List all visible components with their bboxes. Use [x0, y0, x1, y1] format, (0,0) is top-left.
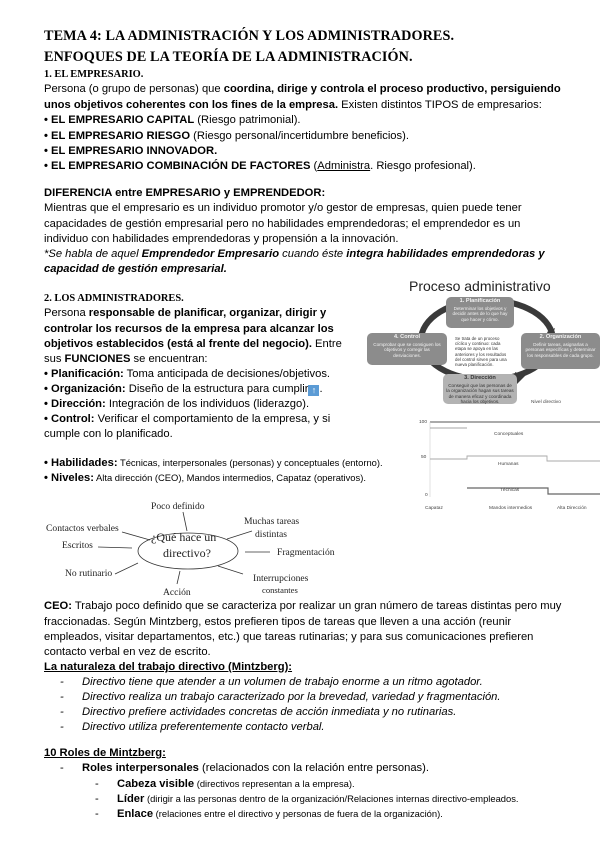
text: Entre: [311, 338, 342, 350]
series-label-conceptuales: Conceptuales: [494, 432, 524, 437]
mindmap-center-line-2: directivo?: [163, 546, 211, 560]
mindmap-node: constantes: [262, 585, 298, 595]
function-name: • Planificación:: [44, 368, 124, 380]
mindmap-node: Poco definido: [151, 501, 205, 512]
ceo-label: CEO:: [44, 600, 72, 612]
dash-bullet: -: [60, 721, 64, 733]
function-name: • Control:: [44, 413, 95, 425]
ceo-line: empleados, visitar departamentos, etc.) que tareas rutinarias; y para sus comunicaciones prefieren: [44, 631, 534, 643]
difference-line: individuo con habilidades emprendedoras y propensión a la innovación.: [44, 233, 399, 245]
function-item: [44, 397, 309, 413]
process-step-control: [367, 333, 447, 365]
role-desc: (dirigir a las personas dentro de la organización/Relaciones internas directivo-empleados.: [144, 793, 519, 804]
process-step-organizacion: [521, 333, 600, 369]
text: Persona: [44, 307, 89, 319]
intro-text: Persona (o grupo de personas) que: [44, 83, 224, 95]
y-tick-0: 0: [425, 493, 428, 498]
nature-item-text: Directivo realiza un trabajo caracterizado por la brevedad, variedad y fragmentación.: [82, 691, 501, 703]
dash-bullet: -: [60, 691, 64, 703]
bold-text: responsable de planificar, organizar, dirigir y: [88, 307, 327, 319]
bold-text: FUNCIONES: [64, 353, 131, 365]
dash-bullet: -: [95, 793, 99, 805]
skills-step-chart: [405, 400, 600, 515]
mindmap-node: No rutinario: [65, 568, 113, 579]
mindmap-node: Escritos: [62, 540, 93, 551]
role-name: Cabeza visible: [117, 778, 195, 790]
nature-item-text: Directivo prefiere actividades concretas de acción inmediata y no rutinarias.: [82, 706, 457, 718]
section-2-line: [44, 337, 342, 353]
section-1-intro-line-1: [44, 82, 561, 98]
roles-group: [60, 761, 429, 777]
ceo-text: Trabajo poco definido que se caracteriza por realizar un gran número de tareas distintas pero muy: [71, 600, 562, 612]
type-name: • EL EMPRESARIO COMBINACIÓN DE FACTORES: [44, 160, 311, 172]
section-2-line: controlar los recursos de la empresa para alcanzar los: [44, 323, 334, 335]
role-item: [95, 806, 443, 823]
x-label-mandos: Mandos intermedios: [489, 506, 533, 511]
difference-line: Mientras que el empresario es un individuo promotor y/o gestor de empresas, quien puede tener: [44, 202, 522, 214]
title-line-1: TEMA 4: LA ADMINISTRACIÓN Y LOS ADMINISTRADORES.: [44, 28, 455, 44]
difference-note-cont: capacidad de gestión empresarial.: [44, 263, 227, 275]
step-text: Comprobar que se consiguen los objetivos y corregir las desviaciones.: [373, 341, 441, 358]
skills-chart: [405, 400, 600, 515]
section-2-heading: 2. LOS ADMINISTRADORES.: [44, 293, 184, 304]
section-1-intro-line-2: [44, 98, 542, 114]
ceo-line: contacto verbal en vez de escrito.: [44, 646, 211, 658]
section-2-line: [44, 306, 326, 322]
type-desc: (Riesgo patrimonial).: [194, 114, 301, 126]
nature-item: [60, 675, 483, 691]
type-name: • EL EMPRESARIO CAPITAL: [44, 114, 195, 126]
note-text: *Se habla de aquel: [44, 248, 142, 260]
directivo-mindmap: [30, 495, 370, 600]
nature-item: [60, 705, 456, 721]
type-name: • EL EMPRESARIO RIESGO: [44, 130, 191, 142]
step-text: Definir tareas, asignarlas a personas específicas y determinar los responsables de cada grupo.: [525, 341, 596, 358]
nature-item: [60, 690, 501, 706]
function-item: [44, 412, 330, 428]
function-desc: Integración de los individuos (liderazgo).: [105, 398, 310, 410]
role-desc: (relaciones entre el directivo y personas de fuera de la organización).: [153, 808, 443, 819]
step-text: Determinar los objetivos y decidir antes de lo que hay que hacer y cómo.: [452, 305, 508, 322]
function-desc: Verificar el comportamiento de la empresa, y si: [94, 413, 331, 425]
levels-label: • Niveles:: [44, 472, 94, 484]
function-desc: Toma anticipada de decisiones/objetivos.: [123, 368, 331, 380]
nature-item-text: Directivo tiene que atender a un volumen de trabajo enorme a un ritmo agotador.: [82, 676, 483, 688]
chart-legend-label: Nivel directivo: [531, 400, 561, 405]
nature-heading: La naturaleza del trabajo directivo (Mintzberg):: [44, 661, 293, 673]
type-item: [44, 159, 476, 175]
type-item: [44, 144, 217, 160]
dash-bullet: -: [60, 676, 64, 688]
title-line-2: ENFOQUES DE LA TEORÍA DE LA ADMINISTRACIÓN.: [44, 49, 413, 65]
nature-item: [60, 720, 325, 736]
y-tick-50: 50: [421, 455, 427, 460]
x-label-capataz: Capataz: [425, 506, 443, 511]
roles-group-label: Roles interpersonales: [82, 762, 199, 774]
process-step-planificacion: [446, 297, 514, 328]
mindmap-node: Fragmentación: [277, 547, 335, 558]
role-name: Líder: [117, 793, 145, 805]
step-title: 1. Planificación: [459, 298, 501, 304]
levels-text: Alta dirección (CEO), Mandos intermedios, Capataz (operativos).: [93, 472, 366, 483]
difference-heading: DIFERENCIA entre EMPRESARIO y EMPRENDEDOR:: [44, 187, 326, 199]
roles-group-desc: (relacionados con la relación entre personas).: [198, 762, 429, 774]
dash-bullet: -: [95, 808, 99, 820]
ceo-line: fraccionadas. Según Mintzberg, estos prefieren tipos de tareas que lleven a una acción (reunir: [44, 616, 512, 628]
section-1-heading: 1. EL EMPRESARIO.: [44, 69, 144, 80]
intro-bold-2: unos objetivos coherentes con los fines de la empresa.: [44, 99, 339, 111]
step-title: 3. Dirección: [464, 375, 496, 381]
type-item: [44, 129, 409, 145]
process-diagram-title: Proceso administrativo: [409, 278, 551, 294]
skills-text: Técnicas, interpersonales (personas) y conceptuales (entorno).: [117, 457, 383, 468]
note-bold: Emprendedor Empresario: [141, 248, 280, 260]
role-desc: (directivos representan a la empresa).: [194, 778, 355, 789]
text: se encuentran:: [130, 353, 208, 365]
roles-heading: 10 Roles de Mintzberg:: [44, 747, 166, 759]
type-desc: (Riesgo personal/incertidumbre beneficios).: [190, 130, 409, 142]
up-arrow-icon: ↑: [308, 385, 319, 396]
levels-line: [44, 470, 366, 487]
mindmap-node: Acción: [163, 587, 191, 598]
dash-bullet: -: [60, 706, 64, 718]
function-name: • Organización:: [44, 383, 126, 395]
note-bold: integra habilidades emprendedoras y: [346, 248, 545, 260]
mindmap-node: Contactos verbales: [46, 523, 119, 534]
dash-bullet: -: [60, 762, 64, 774]
text: sus: [44, 353, 65, 365]
mindmap-node: Muchas tareas: [244, 516, 300, 527]
function-item-cont: cumple con lo planificado.: [44, 428, 173, 440]
skills-label: • Habilidades:: [44, 457, 118, 469]
function-desc: Diseño de la estructura para cumplir: [125, 383, 309, 395]
note-text: cuando éste: [279, 248, 347, 260]
function-name: • Dirección:: [44, 398, 106, 410]
type-desc-pre: (: [310, 160, 318, 172]
difference-note: [44, 247, 545, 263]
function-item: • Organización: Diseño de la estructura para cumplir ↑ .: [44, 383, 323, 395]
series-label-humanas: Humanas: [498, 462, 519, 467]
bold-text: objetivos establecidos (está al frente del negocio).: [44, 338, 312, 350]
step-title: 4. Control: [393, 334, 421, 340]
intro-bold: coordina, dirige y controla el proceso productivo, persiguiendo: [223, 83, 561, 95]
series-label-tecnicas: Técnicas: [500, 488, 520, 493]
function-item: [44, 367, 330, 383]
x-label-alta: Alta Dirección: [557, 506, 587, 511]
intro-text-2: Existen distintos TIPOS de empresarios:: [338, 99, 542, 111]
section-2-line: [44, 352, 208, 368]
mindmap-node: distintas: [255, 529, 287, 540]
step-text: Conseguir que las personas de la organización hagan sus tareas de manera eficaz y coordinada hacia los objetivos.: [446, 382, 514, 404]
step-title: 2. Organización: [539, 334, 582, 340]
process-center-text: Se trata de un proceso cíclico y continuo: cada etapa se apoya en las anteriores y los resultados del control sirven para una nueva planificación.: [455, 336, 507, 368]
role-name: Enlace: [117, 808, 154, 820]
type-item: [44, 113, 301, 129]
dash-bullet: -: [95, 778, 99, 790]
mindmap-center-line-1: ¿Qué hace un: [151, 530, 217, 544]
mindmap-node: Interrupciones: [253, 573, 309, 584]
type-desc: . Riesgo profesional).: [370, 160, 476, 172]
y-tick-100: 100: [419, 420, 428, 425]
ceo-line: [44, 599, 561, 615]
difference-line: capacidades de gestión empresarial pero no habilidades emprendedoras; el emprendedor es un: [44, 218, 521, 230]
type-desc-underlined: Administra: [317, 160, 371, 172]
nature-item-text: Directivo utiliza preferentemente contacto verbal.: [82, 721, 325, 733]
type-name: • EL EMPRESARIO INNOVADOR.: [44, 145, 218, 157]
